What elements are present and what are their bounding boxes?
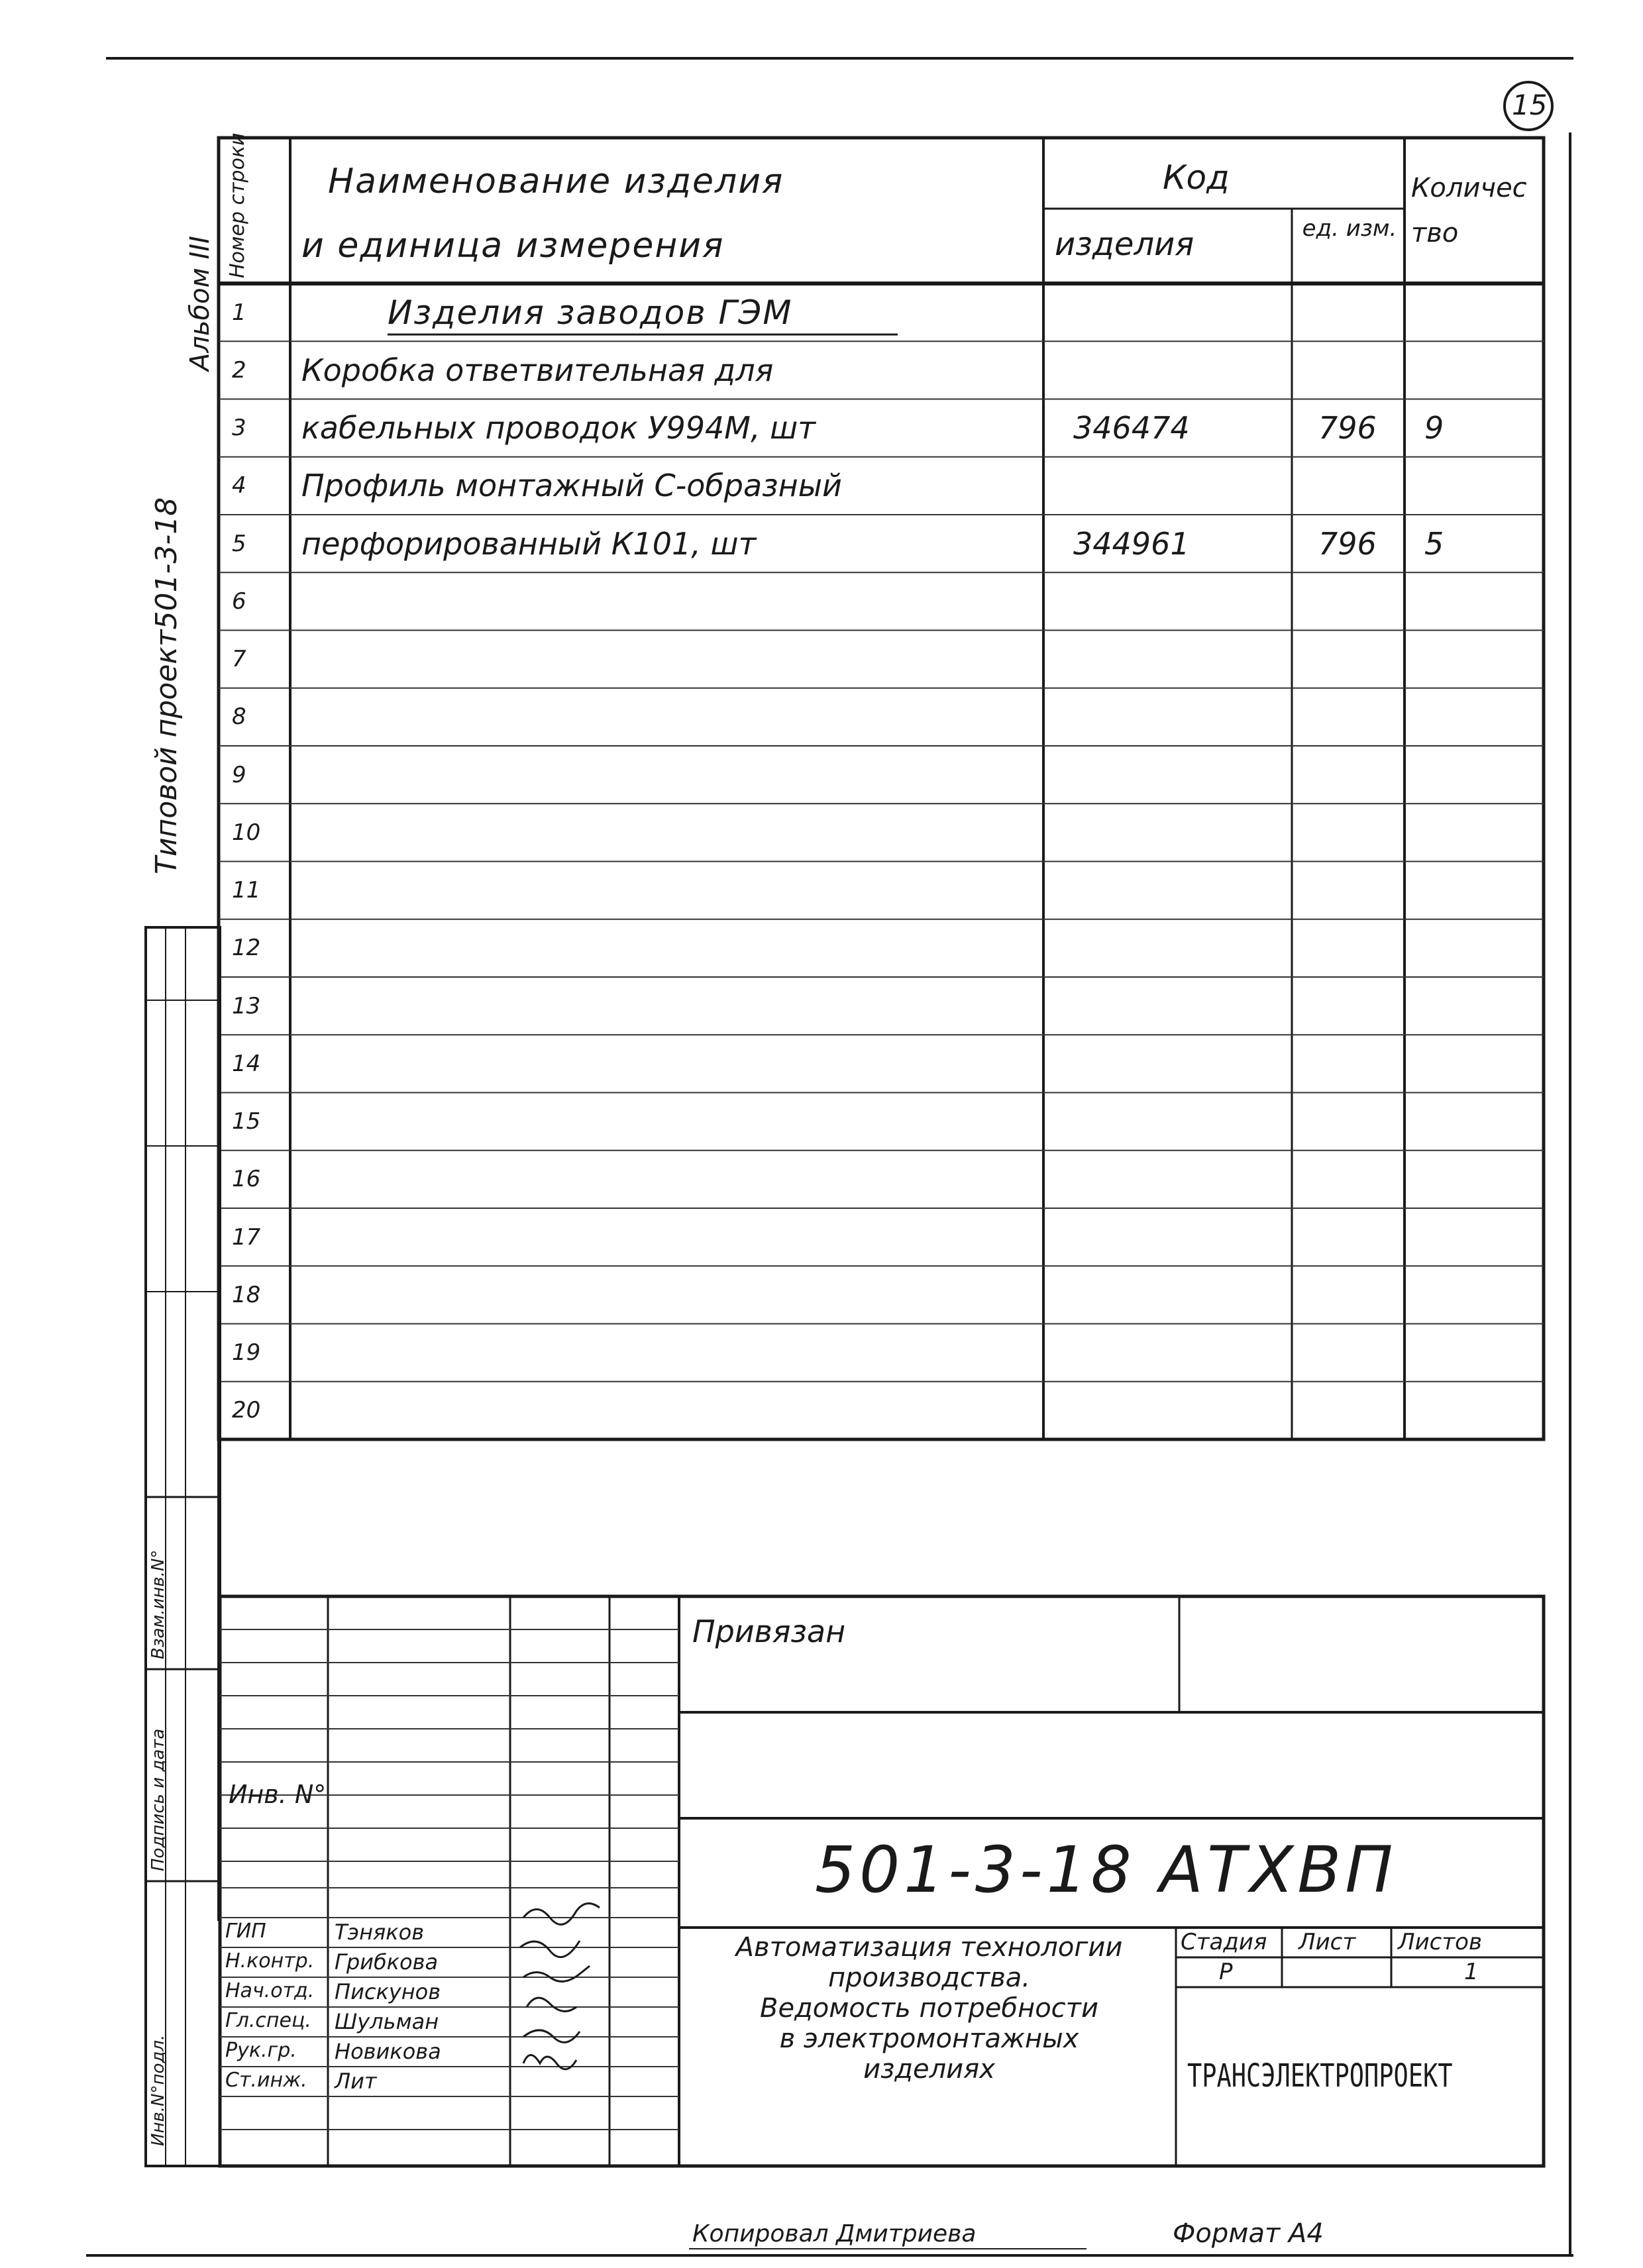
product-name-cell: кабельных проводок У994М, шт <box>301 410 816 446</box>
col-header-code-unit: ед. изм. <box>1302 215 1397 242</box>
signatory-role: ГИП <box>225 1920 266 1943</box>
row-number-cell: 12 <box>232 935 261 962</box>
table-row <box>0 862 1643 919</box>
description-line: производства. <box>827 1963 1031 1993</box>
stage-value: Р <box>1219 1959 1233 1985</box>
row-number-cell: 2 <box>232 356 246 384</box>
table-row <box>0 688 1643 746</box>
table-row <box>0 1266 1643 1323</box>
description-line: в электромонтажных <box>779 2024 1079 2054</box>
table-row <box>0 284 1643 341</box>
table-row <box>0 457 1643 515</box>
row-number-cell: 8 <box>232 703 246 731</box>
bound-label: Привязан <box>692 1614 846 1649</box>
stage-label: Стадия <box>1181 1929 1267 1955</box>
table-row <box>0 1324 1643 1382</box>
row-number-cell: 14 <box>232 1050 261 1077</box>
row-number-cell: 4 <box>232 472 246 499</box>
row-number-cell: 3 <box>232 415 246 442</box>
document-designation: 501-3-18 АТХВП <box>815 1833 1397 1907</box>
row-number-cell: 19 <box>232 1339 261 1366</box>
table-row <box>0 572 1643 630</box>
description-line: Ведомость потребности <box>760 1993 1098 2024</box>
col-header-code: Код <box>1163 158 1230 197</box>
paper-format: Формат А4 <box>1173 2218 1324 2249</box>
product-name-cell: Изделия заводов ГЭМ <box>388 293 793 332</box>
signatory-name: Пискунов <box>335 1979 441 2004</box>
row-number-cell: 13 <box>232 992 261 1019</box>
table-row <box>0 1093 1643 1151</box>
description-line: Автоматизация технологии <box>735 1932 1123 1963</box>
table-row <box>0 1382 1643 1439</box>
organization-name: ТРАНСЭЛЕКТРОПРОЕКТ <box>1187 2057 1453 2094</box>
product-name-cell: перфорированный К101, шт <box>301 525 757 562</box>
quantity-cell: 5 <box>1424 525 1444 562</box>
product-code-cell: 344961 <box>1073 525 1190 562</box>
row-number-cell: 18 <box>232 1281 261 1308</box>
row-number-cell: 5 <box>232 530 246 557</box>
signatory-role: Ст.инж. <box>225 2069 307 2092</box>
table-row <box>0 919 1643 977</box>
signatory-name: Шульман <box>335 2009 439 2034</box>
table-row <box>0 803 1643 861</box>
signatory-role: Н.контр. <box>225 1949 315 1973</box>
table-row <box>0 1035 1643 1092</box>
col-header-name-line1: Наименование изделия <box>328 162 784 201</box>
col-header-quantity: Количество <box>1411 173 1527 248</box>
signatory-name: Лит <box>335 2069 377 2094</box>
signatory-role: Рук.гр. <box>225 2039 297 2062</box>
sheet-label: Лист <box>1298 1929 1356 1955</box>
table-row <box>0 399 1643 457</box>
signatory-name: Тэняков <box>335 1920 425 1945</box>
row-number-cell: 16 <box>232 1166 261 1193</box>
stamp-inv-original-label: Инв.N°подл. <box>148 2034 168 2146</box>
inv-no-label: Инв. N° <box>229 1780 327 1809</box>
product-code-cell: 346474 <box>1073 410 1190 446</box>
table-row <box>0 746 1643 803</box>
side-album-label: Альбом III <box>185 236 215 371</box>
row-number-cell: 11 <box>232 877 261 904</box>
copied-by: Копировал Дмитриева <box>692 2220 977 2247</box>
table-row <box>0 977 1643 1035</box>
quantity-cell: 9 <box>1424 410 1444 446</box>
signature-marks <box>520 1904 600 2069</box>
product-name-cell: Коробка ответвительная для <box>301 352 774 388</box>
sheets-label: Листов <box>1398 1929 1483 1955</box>
stamp-replace-inv-label: Взам.инв.N° <box>148 1549 168 1659</box>
table-row <box>0 341 1643 399</box>
row-number-cell: 15 <box>232 1108 261 1135</box>
description-line: изделиях <box>863 2054 995 2085</box>
row-number-cell: 6 <box>232 588 246 615</box>
document-description <box>682 1932 1176 2085</box>
col-header-code-item: изделия <box>1055 226 1194 263</box>
row-number-cell: 7 <box>232 646 246 673</box>
signatory-name: Грибкова <box>335 1949 439 1975</box>
stamp-sign-date-label: Подпись и дата <box>148 1728 168 1871</box>
signatory-role: Гл.спец. <box>225 2009 311 2032</box>
table-row <box>0 1151 1643 1208</box>
unit-code-cell: 796 <box>1318 410 1377 446</box>
product-name-cell: Профиль монтажный С-образный <box>301 468 842 504</box>
col-header-row-number: Номер строки <box>226 132 249 278</box>
sheet-mark: 15 <box>1512 89 1548 121</box>
unit-code-cell: 796 <box>1318 525 1377 562</box>
table-row <box>0 1208 1643 1266</box>
sheets-value: 1 <box>1464 1959 1479 1985</box>
side-project-label: Типовой проект501-3-18 <box>150 497 184 874</box>
table-row <box>0 515 1643 572</box>
row-number-cell: 20 <box>232 1397 261 1424</box>
row-number-cell: 17 <box>232 1223 261 1251</box>
signatory-name: Новикова <box>335 2039 441 2064</box>
signatory-role: Нач.отд. <box>225 1979 315 2002</box>
table-row <box>0 631 1643 688</box>
row-number-cell: 10 <box>232 819 261 846</box>
row-number-cell: 9 <box>232 761 246 788</box>
col-header-name-line2: и единица измерения <box>301 226 725 266</box>
row-number-cell: 1 <box>232 299 246 326</box>
